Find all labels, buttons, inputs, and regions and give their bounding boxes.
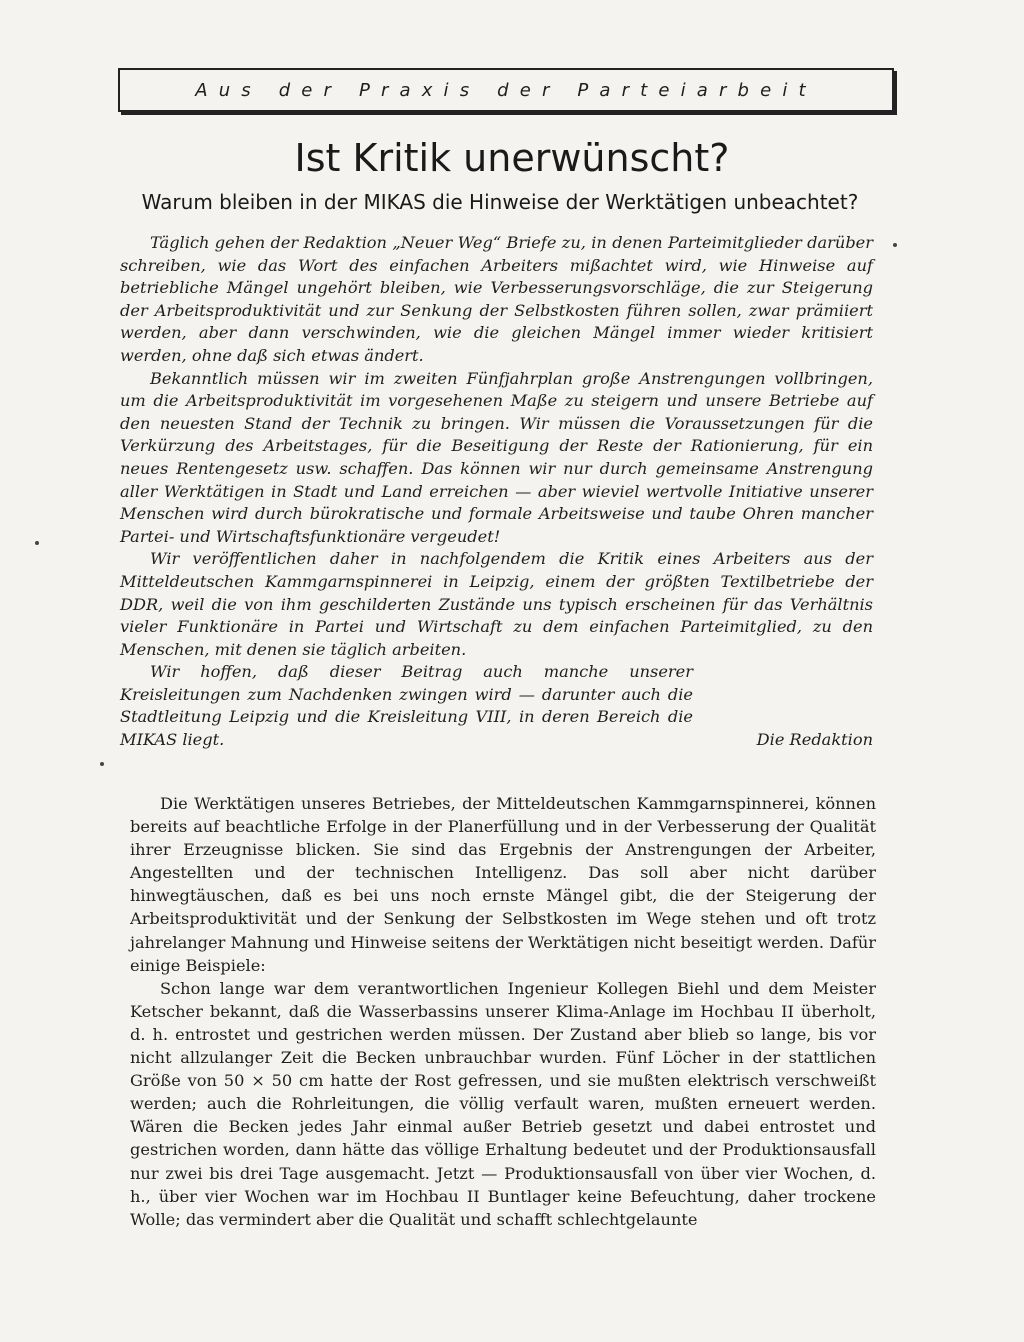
editorial-intro bbox=[120, 232, 873, 752]
article-subtitle: Warum bleiben in der MIKAS die Hinweise der Werktätigen unbeachtet? bbox=[141, 190, 859, 214]
editorial-signature: Die Redaktion bbox=[756, 730, 873, 750]
section-label: Aus der Praxis der Parteiarbeit bbox=[195, 79, 817, 101]
intro-paragraph: Bekanntlich müssen wir im zweiten Fünfjahrplan große Anstrengungen vollbringen, um die Arbeitsproduktivität im vorgesehenen Maße zu steigern und unsere Betriebe auf den neuesten Stand der Technik zu bringen. Wir müssen die Voraussetzungen für die Verkürzung des Arbeitstages, für die Beseitigung der Reste der Rationierung, für ein neues Rentengesetz usw. schaffen. Das können wir nur durch gemeinsame Anstrengung aller Werktätigen in Stadt und Land erreichen — aber wieviel wertvolle Initiative unserer Menschen wird durch bürokratische und formale Arbeitsweise und taube Ohren mancher Partei- und Wirtschaftsfunktionäre vergeudet! bbox=[120, 368, 873, 546]
article-body bbox=[130, 792, 876, 1231]
intro-paragraph: Wir hoffen, daß dieser Beitrag auch manche unserer Kreisleitungen zum Nachdenken zwingen wird — darunter auch die Stadtleitung Leipzig und die Kreisleitung VIII, in deren Bereich die MIKAS liegt. bbox=[120, 662, 693, 750]
body-paragraph: Die Werktätigen unseres Betriebes, der Mitteldeutschen Kammgarnspinnerei, können bereits auf beachtliche Erfolge in der Planerfüllung und in der Verbesserung der Qualität ihrer Erzeugnisse blicken. Sie sind das Ergebnis der Anstrengungen der Arbeiter, Angestellten und der technischen Intelligenz. Das soll aber nicht darüber hinwegtäuschen, daß es bei uns noch ernste Mängel gibt, die der Steigerung der Arbeitsproduktivität und der Senkung der Selbstkosten im Wege stehen und oft trotz jahrelanger Mahnung und Hinweise seitens der Werktätigen nicht beseitigt werden. Dafür einige Beispiele: bbox=[130, 794, 876, 975]
body-paragraph: Schon lange war dem verantwortlichen Ingenieur Kollegen Biehl und dem Meister Ketscher bekannt, daß die Wasserbassins unserer Klima-Anlage im Hochbau II überholt, d. h. entrostet und gestrichen werden müssen. Der Zustand aber blieb so lange, bis vor nicht allzulanger Zeit die Becken unbrauchbar wurden. Fünf Löcher in der stattlichen Größe von 50 × 50 cm hatte der Rost gefressen, und sie mußten elektrisch verschweißt werden; auch die Rohrleitungen, die völlig verfault waren, mußten erneuert werden. Wären die Becken jedes Jahr einmal außer Betrieb gesetzt und dabei entrostet und gestrichen worden, dann hätte das völlige Erhaltung bedeutet und der Produktionsausfall nur zwei bis drei Tage ausgemacht. Jetzt — Produktionsausfall von über vier Wochen, d. h., über vier Wochen war im Hochbau II Buntlager keine Befeuchtung, daher trockene Wolle; das vermindert aber die Qualität und schafft schlechtgelaunte bbox=[130, 978, 876, 1229]
section-header-box bbox=[118, 68, 894, 112]
intro-paragraph: Wir veröffentlichen daher in nachfolgendem die Kritik eines Arbeiters aus der Mitteldeutschen Kammgarnspinnerei in Leipzig, einem der größten Textilbetriebe der DDR, weil die von ihm geschilderten Zustände uns typisch erscheinen für das Verhältnis vieler Funktionäre in Partei und Wirtschaft zu dem einfachen Parteimitglied, zu den Menschen, mit denen sie täglich arbeiten. bbox=[120, 549, 873, 659]
margin-dot-mark bbox=[35, 541, 39, 545]
margin-dot-mark bbox=[893, 243, 897, 247]
intro-paragraph: Täglich gehen der Redaktion „Neuer Weg“ Briefe zu, in denen Parteimitglieder darüber schreiben, wie das Wort des einfachen Arbeiters mißachtet wird, wie Hinweise auf betriebliche Mängel ungehört bleiben, wie Verbesserungsvorschläge, die zur Steigerung der Arbeitsproduktivität und zur Senkung der Selbstkosten führen sollen, zwar prämiiert werden, aber dann verschwinden, wie die gleichen Mängel immer wieder kritisiert werden, ohne daß sich etwas ändert. bbox=[120, 233, 873, 365]
article-title: Ist Kritik unerwünscht? bbox=[294, 136, 730, 180]
margin-dot-mark bbox=[100, 762, 104, 766]
